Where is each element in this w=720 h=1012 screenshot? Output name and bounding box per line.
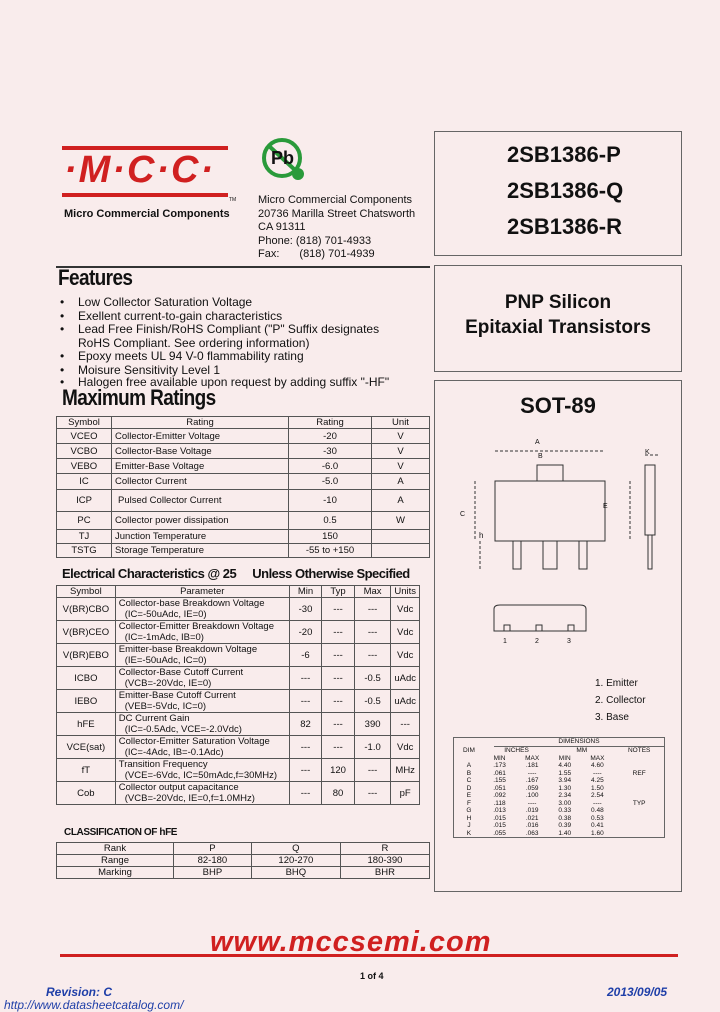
unit-cell: Vdc xyxy=(391,621,420,644)
dim-header: NOTES xyxy=(627,747,651,754)
unit-cell: Vdc xyxy=(391,644,420,667)
rating-value: -55 to +150 xyxy=(289,544,372,558)
max-cell: --- xyxy=(354,782,391,805)
class-cell: 82-180 xyxy=(174,855,252,867)
typ-cell: 80 xyxy=(322,782,355,805)
rating-unit: A xyxy=(372,490,430,512)
param-cell: Collector-Emitter Breakdown Voltage (IC=-1mAdc, IB=0) xyxy=(115,621,289,644)
unit-cell: Vdc xyxy=(391,736,420,759)
dim-label-h: h xyxy=(479,531,484,540)
col-header: Units xyxy=(391,586,420,598)
param-cell: Transition Frequency (VCE=-6Vdc, IC=50mAdc,f=30MHz) xyxy=(115,759,289,782)
dim-row: B .061 ---- 1.55 ---- REF xyxy=(466,769,646,777)
col-header: Unit xyxy=(372,417,430,429)
part-number-q: 2SB1386-Q xyxy=(507,178,624,203)
typ-cell: --- xyxy=(322,667,355,690)
company-address-2: CA 91311 xyxy=(258,221,306,233)
class-cell: BHP xyxy=(174,867,252,879)
max-cell: --- xyxy=(354,598,391,621)
rating-name: Collector-Emitter Voltage xyxy=(112,429,289,444)
param-cell: Emitter-base Breakdown Voltage (IE=-50uAdc, IC=0) xyxy=(115,644,289,667)
feature-item: • Halogen free available upon request by adding suffix "-HF" xyxy=(56,376,436,388)
unit-cell: uAdc xyxy=(391,690,420,713)
pin-1: 1. Emitter xyxy=(595,678,638,689)
page-number: 1 of 4 xyxy=(360,971,384,981)
class-cell: P xyxy=(174,843,252,855)
logo-bottom-bar xyxy=(62,193,228,197)
elec-title xyxy=(62,566,410,581)
min-cell: --- xyxy=(289,667,322,690)
min-cell: --- xyxy=(289,690,322,713)
part-number-box xyxy=(434,131,682,256)
col-header: Symbol xyxy=(57,586,116,598)
col-header: Typ xyxy=(322,586,355,598)
col-header: Symbol xyxy=(57,417,112,429)
unit-cell: Vdc xyxy=(391,598,420,621)
max-ratings-table xyxy=(56,416,430,558)
company-fax: Fax: (818) 701-4939 xyxy=(258,248,375,260)
rating-value: -5.0 xyxy=(289,474,372,490)
document-date: 2013/09/05 xyxy=(607,985,668,999)
revision-label: Revision: C xyxy=(46,985,113,999)
dim-header: MAX xyxy=(525,754,540,762)
rating-unit: V xyxy=(372,459,430,474)
typ-cell: --- xyxy=(322,621,355,644)
class-cell: 180-390 xyxy=(340,855,429,867)
dim-row: A .173 .181 4.40 4.60 xyxy=(466,762,604,769)
min-cell: --- xyxy=(289,782,322,805)
pin-2: 2. Collector xyxy=(595,695,646,706)
col-header: Max xyxy=(354,586,391,598)
feature-item: • Moisure Sensitivity Level 1 xyxy=(56,364,436,376)
rating-unit xyxy=(372,530,430,544)
rating-value: -30 xyxy=(289,444,372,459)
company-name: Micro Commercial Components xyxy=(258,194,413,206)
rating-unit: V xyxy=(372,429,430,444)
dim-row: K .055 .063 1.40 1.60 xyxy=(466,829,604,837)
col-header: Parameter xyxy=(115,586,289,598)
class-cell: R xyxy=(340,843,429,855)
param-cell: Collector output capacitance (VCB=-20Vdc, IE=0,f=1.0MHz) xyxy=(115,782,289,805)
symbol-cell: ICP xyxy=(57,490,112,512)
max-cell: --- xyxy=(354,759,391,782)
col-header: Rating xyxy=(289,417,372,429)
description-box xyxy=(434,265,682,372)
dim-label-e: E xyxy=(603,503,608,510)
rating-unit: V xyxy=(372,444,430,459)
rating-name: Collector power dissipation xyxy=(112,512,289,530)
param-cell: Collector-Emitter Saturation Voltage (IC=-4Adc, IB=-0.1Adc) xyxy=(115,736,289,759)
symbol-cell: hFE xyxy=(57,713,116,736)
logo-tm: TM xyxy=(229,197,237,203)
unit-cell: --- xyxy=(391,713,420,736)
rating-name: Collector-Base Voltage xyxy=(112,444,289,459)
dim-header: INCHES xyxy=(504,747,529,754)
symbol-cell: TSTG xyxy=(57,544,112,558)
dim-row: D .051 .059 1.30 1.50 xyxy=(466,784,604,792)
package-title: SOT-89 xyxy=(520,393,596,418)
class-cell: BHR xyxy=(340,867,429,879)
typ-cell: 120 xyxy=(322,759,355,782)
part-number-r: 2SB1386-R xyxy=(507,214,622,239)
feature-item: • Exellent current-to-gain characteristics xyxy=(56,310,436,324)
dimensions-title: DIMENSIONS xyxy=(494,738,664,747)
pin-list xyxy=(595,675,646,726)
max-cell: 390 xyxy=(354,713,391,736)
dim-header: MIN xyxy=(493,754,506,762)
max-cell: -0.5 xyxy=(354,667,391,690)
symbol-cell: V(BR)CEO xyxy=(57,621,116,644)
classification-title: CLASSIFICATION OF hFE xyxy=(64,827,178,838)
rating-name: Collector Current xyxy=(112,474,289,490)
class-cell: Range xyxy=(57,855,174,867)
dim-row: G .013 .019 0.33 0.48 xyxy=(466,807,604,814)
min-cell: 82 xyxy=(289,713,322,736)
symbol-cell: fT xyxy=(57,759,116,782)
dim-label-k: K xyxy=(645,449,650,456)
dim-header: MIN xyxy=(558,754,571,762)
dim-row: E .092 .100 2.34 2.54 xyxy=(466,792,604,799)
part-number-p: 2SB1386-P xyxy=(507,142,621,167)
symbol-cell: Cob xyxy=(57,782,116,805)
symbol-cell: PC xyxy=(57,512,112,530)
rating-value: 0.5 xyxy=(289,512,372,530)
symbol-cell: VEBO xyxy=(57,459,112,474)
feature-item: • Low Collector Saturation Voltage xyxy=(56,296,436,310)
unit-cell: uAdc xyxy=(391,667,420,690)
features-list xyxy=(56,296,436,388)
rating-name: Storage Temperature xyxy=(112,544,289,558)
website-link[interactable]: www.mccsemi.com xyxy=(210,926,492,958)
symbol-cell: V(BR)EBO xyxy=(57,644,116,667)
dim-header: DIM xyxy=(462,747,475,754)
col-header: Min xyxy=(289,586,322,598)
min-cell: -6 xyxy=(289,644,322,667)
typ-cell: --- xyxy=(322,713,355,736)
rating-name: Emitter-Base Voltage xyxy=(112,459,289,474)
typ-cell: --- xyxy=(322,690,355,713)
unit-cell: MHz xyxy=(391,759,420,782)
description-line-2: Epitaxial Transistors xyxy=(465,317,651,338)
dim-row: J .015 .016 0.39 0.41 xyxy=(467,822,604,829)
rating-name: Pulsed Collector Current xyxy=(112,490,289,512)
symbol-cell: TJ xyxy=(57,530,112,544)
max-cell: --- xyxy=(354,621,391,644)
pin-number-3: 3 xyxy=(567,638,571,645)
dim-header: MM xyxy=(576,747,588,754)
symbol-cell: ICBO xyxy=(57,667,116,690)
dim-row: H .015 .021 0.38 0.53 xyxy=(466,814,604,822)
col-header: Rating xyxy=(112,417,289,429)
dim-header xyxy=(614,755,664,763)
param-cell: Collector-Base Cutoff Current (VCB=-20Vdc, IE=0) xyxy=(115,667,289,690)
max-cell: -0.5 xyxy=(354,690,391,713)
typ-cell: --- xyxy=(322,736,355,759)
class-cell: 120-270 xyxy=(251,855,340,867)
company-info xyxy=(258,194,415,262)
symbol-cell: VCBO xyxy=(57,444,112,459)
feature-item: • Lead Free Finish/RoHS Compliant ("P" Suffix designates xyxy=(56,323,436,337)
param-cell: DC Current Gain (IC=-0.5Adc, VCE=-2.0Vdc) xyxy=(115,713,289,736)
features-title: Features xyxy=(58,266,133,291)
elec-title-sub: Unless Otherwise Specified xyxy=(252,566,410,581)
min-cell: -30 xyxy=(289,598,322,621)
mcc-logo: ·M·C·C· xyxy=(64,149,216,191)
rating-value: 150 xyxy=(289,530,372,544)
lead-free-icon xyxy=(262,138,306,182)
description-line-1: PNP Silicon xyxy=(504,292,612,313)
package-bottom-view xyxy=(490,603,590,637)
rating-unit: W xyxy=(372,512,430,530)
dim-header: MAX xyxy=(590,754,605,762)
min-cell: --- xyxy=(289,736,322,759)
dim-label-c: C xyxy=(460,511,466,518)
max-cell: -1.0 xyxy=(354,736,391,759)
param-cell: Emitter-Base Cutoff Current (VEB=-5Vdc, IC=0) xyxy=(115,690,289,713)
class-cell: BHQ xyxy=(251,867,340,879)
rating-value: -6.0 xyxy=(289,459,372,474)
symbol-cell: VCE(sat) xyxy=(57,736,116,759)
symbol-cell: V(BR)CBO xyxy=(57,598,116,621)
class-cell: Q xyxy=(251,843,340,855)
typ-cell: --- xyxy=(322,598,355,621)
rating-unit xyxy=(372,544,430,558)
pin-3: 3. Base xyxy=(595,712,629,723)
dim-row: F .118 ---- 3.00 ---- TYP xyxy=(466,799,646,807)
param-cell: Collector-base Breakdown Voltage (IC=-50uAdc, IE=0) xyxy=(115,598,289,621)
feature-item-continued: RoHS Compliant. See ordering information) xyxy=(78,335,310,350)
feature-item: • Epoxy meets UL 94 V-0 flammability rating xyxy=(56,350,436,364)
typ-cell: --- xyxy=(322,644,355,667)
classification-table xyxy=(56,842,430,879)
rating-unit: A xyxy=(372,474,430,490)
dim-row: C .155 .167 3.94 4.25 xyxy=(466,777,604,784)
company-phone: Phone: (818) 701-4933 xyxy=(258,234,372,247)
min-cell: -20 xyxy=(289,621,322,644)
symbol-cell: IEBO xyxy=(57,690,116,713)
dim-header xyxy=(454,755,484,763)
max-ratings-title: Maximum Ratings xyxy=(62,386,216,411)
rating-name: Junction Temperature xyxy=(112,530,289,544)
elec-table xyxy=(56,585,420,805)
source-url-link[interactable]: http://www.datasheetcatalog.com/ xyxy=(4,998,184,1012)
rating-value: -10 xyxy=(289,490,372,512)
pin-number-2: 2 xyxy=(535,638,539,645)
symbol-cell: VCEO xyxy=(57,429,112,444)
package-box xyxy=(434,380,682,892)
pb-label: Pb xyxy=(271,148,295,168)
dim-label-a: A xyxy=(535,439,540,446)
min-cell: --- xyxy=(289,759,322,782)
elec-title-main: Electrical Characteristics @ 25 xyxy=(62,566,237,581)
class-cell: Marking xyxy=(57,867,174,879)
symbol-cell: IC xyxy=(57,474,112,490)
company-address-1: 20736 Marilla Street Chatsworth xyxy=(258,207,416,220)
class-cell: Rank xyxy=(57,843,174,855)
pin-number-1: 1 xyxy=(503,638,507,645)
unit-cell: pF xyxy=(391,782,420,805)
dim-label-b: B xyxy=(538,453,543,460)
logo-tagline: Micro Commercial Components xyxy=(64,208,230,220)
max-cell: --- xyxy=(354,644,391,667)
dimensions-table xyxy=(453,737,665,838)
rating-value: -20 xyxy=(289,429,372,444)
